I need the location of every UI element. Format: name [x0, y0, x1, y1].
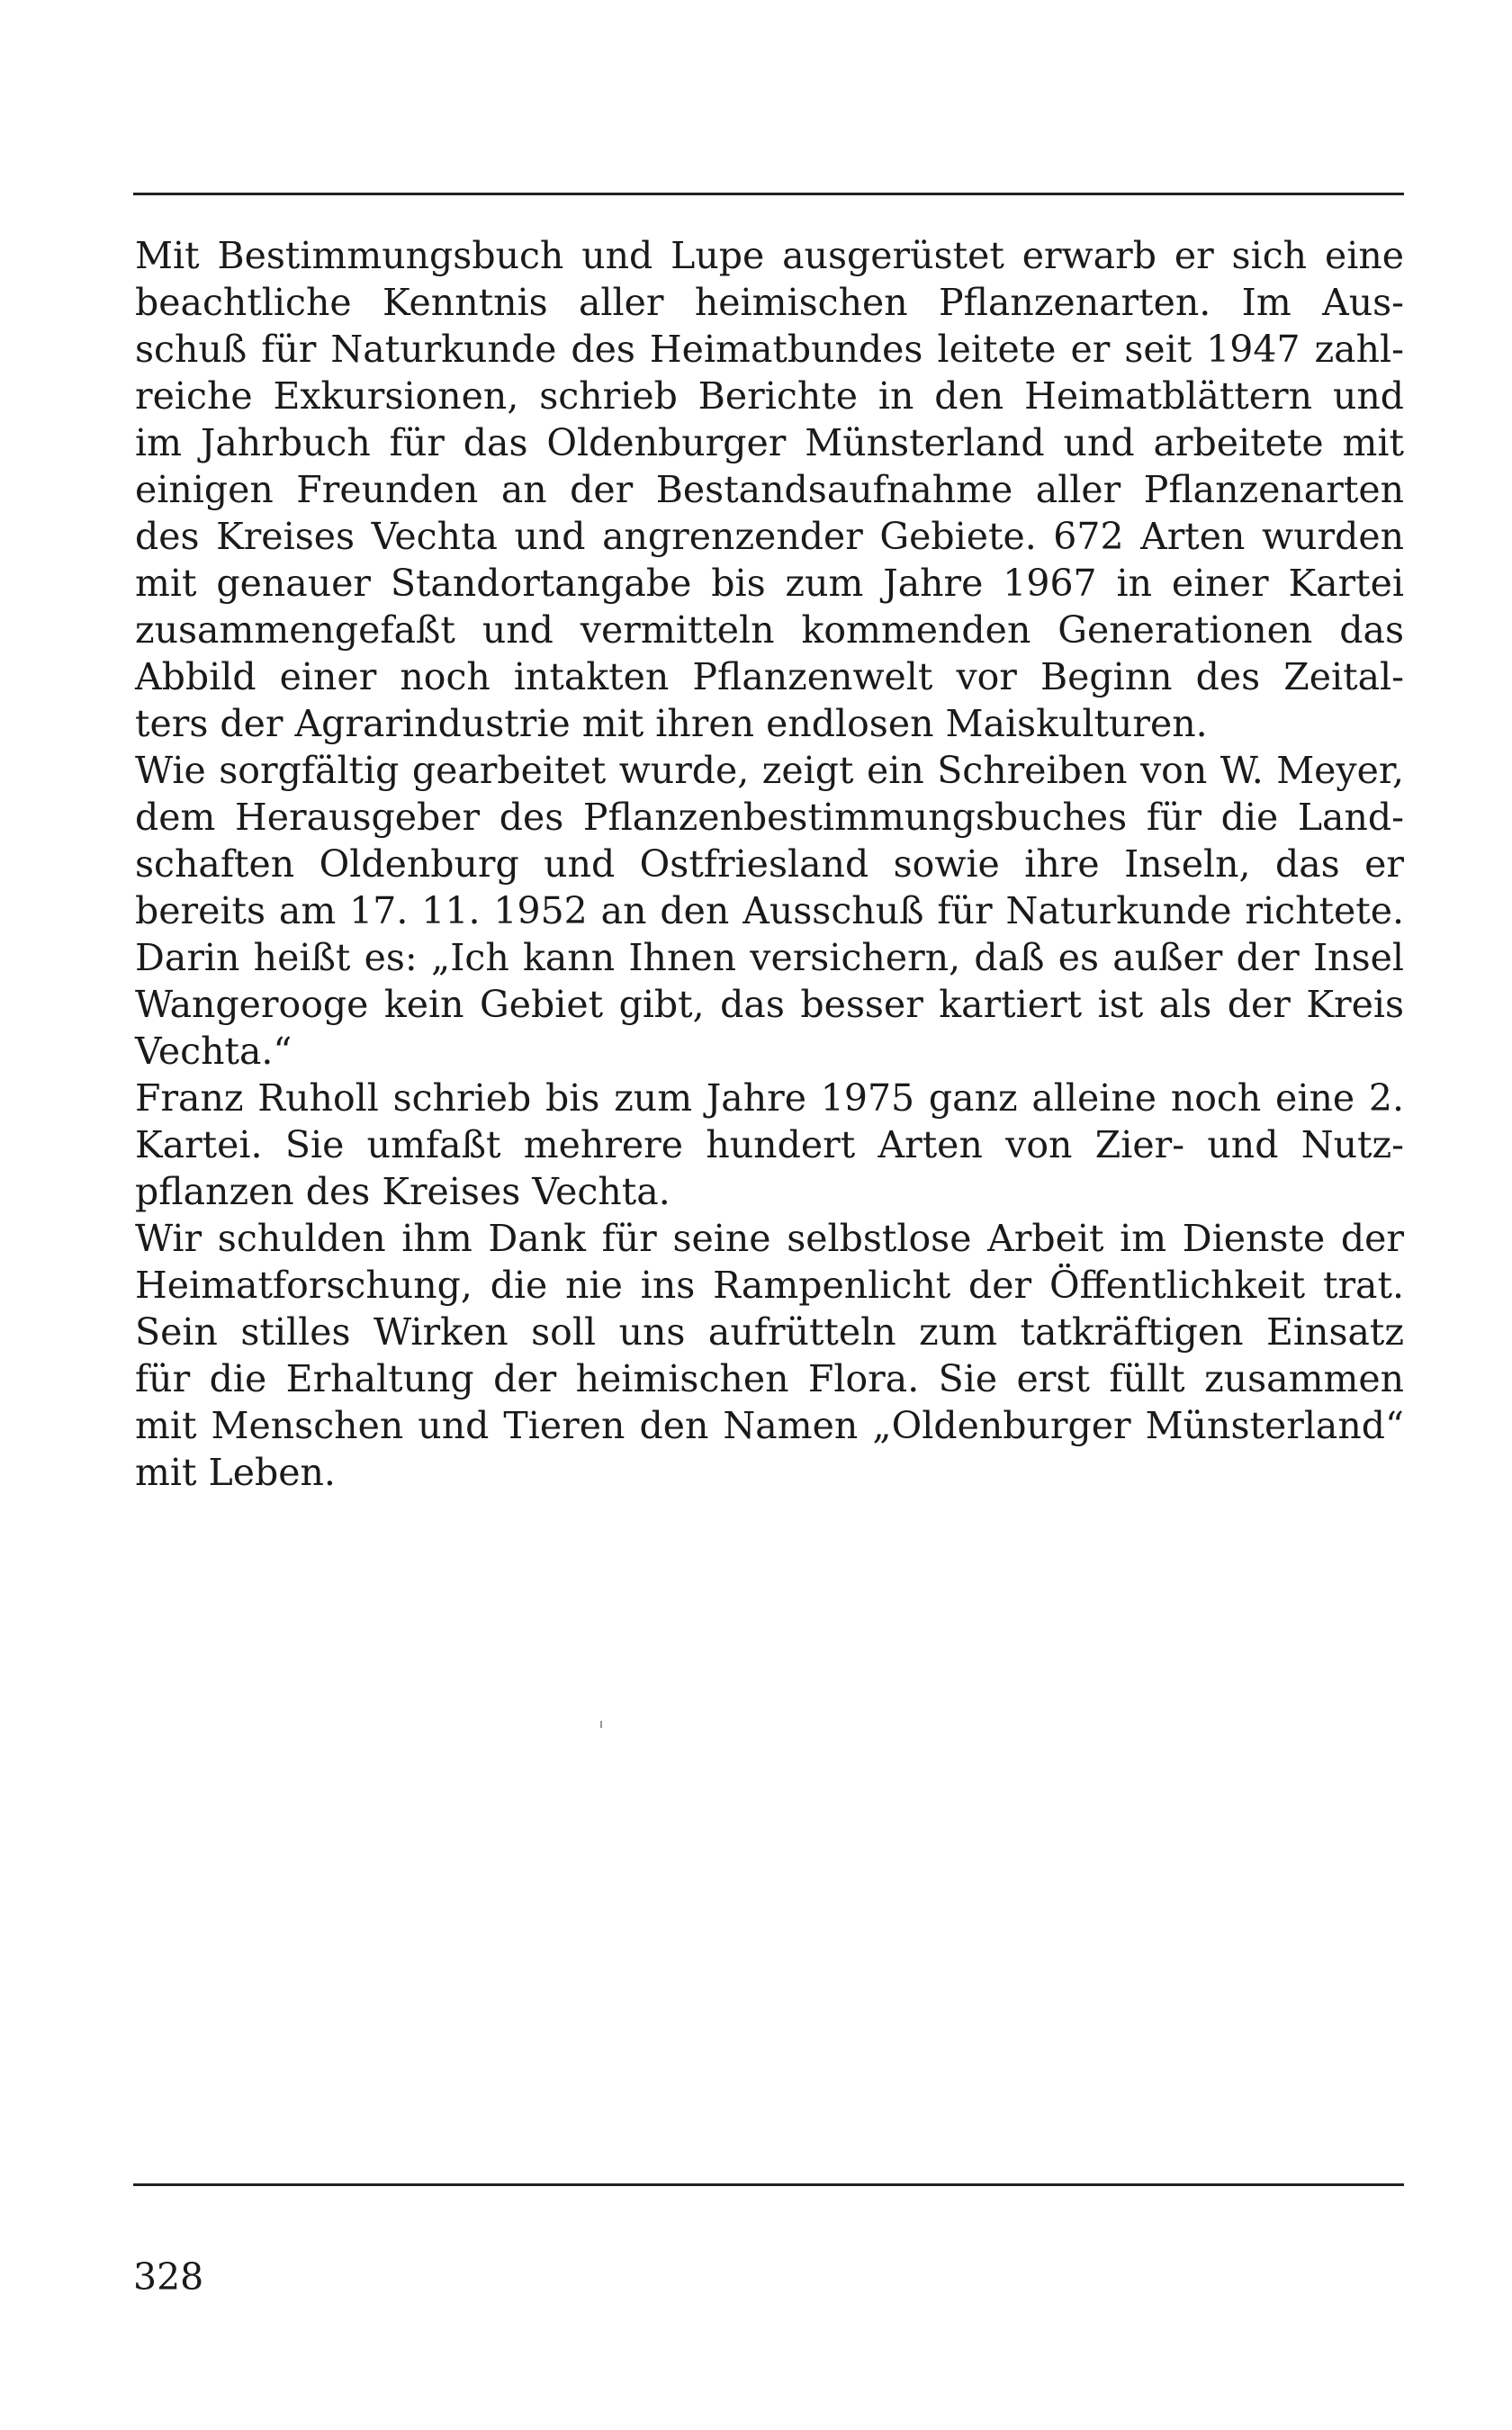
text-line: zusammengefaßt und vermitteln kommenden Generationen das	[135, 608, 1404, 652]
text-line: Kartei. Sie umfaßt mehrere hundert Arten von Zier- und Nutz-	[135, 1123, 1404, 1166]
text-line: pflanzen des Kreises Vechta.	[135, 1170, 670, 1213]
text-line: einigen Freunden an der Bestandsaufnahme aller Pflanzenarten	[135, 468, 1404, 511]
text-line: Franz Ruholl schrieb bis zum Jahre 1975 ganz alleine noch eine 2.	[135, 1076, 1404, 1120]
paragraph	[135, 232, 1404, 747]
text-line: Wangerooge kein Gebiet gibt, das besser kartiert ist als der Kreis	[135, 983, 1404, 1026]
text-line: mit Leben.	[135, 1451, 336, 1494]
text-line: für die Erhaltung der heimischen Flora. Sie erst füllt zusammen	[135, 1357, 1404, 1400]
text-line: dem Herausgeber des Pflanzenbestimmungsbuches für die Land-	[135, 796, 1404, 839]
paragraph	[135, 747, 1404, 1075]
body-text	[135, 232, 1404, 1496]
text-line: Wie sorgfältig gearbeitet wurde, zeigt ein Schreiben von W. Meyer,	[135, 749, 1404, 792]
text-line: des Kreises Vechta und angrenzender Gebiete. 672 Arten wurden	[135, 515, 1404, 558]
text-line: reiche Exkursionen, schrieb Berichte in den Heimatblättern und	[135, 374, 1404, 418]
paragraph	[135, 1215, 1404, 1496]
text-line: Darin heißt es: „Ich kann Ihnen versichern, daß es außer der Insel	[135, 936, 1404, 979]
text-line: Abbild einer noch intakten Pflanzenwelt vor Beginn des Zeital-	[135, 655, 1404, 698]
print-speck	[600, 1721, 602, 1728]
text-line: ters der Agrarindustrie mit ihren endlosen Maiskulturen.	[135, 702, 1208, 745]
text-line: Vechta.“	[135, 1030, 292, 1073]
text-line: bereits am 17. 11. 1952 an den Ausschuß für Naturkunde richtete.	[135, 889, 1404, 932]
text-line: schaften Oldenburg und Ostfriesland sowie ihre Inseln, das er	[135, 842, 1404, 886]
text-line: im Jahrbuch für das Oldenburger Münsterland und arbeitete mit	[135, 421, 1404, 464]
bottom-rule	[133, 2183, 1404, 2186]
text-line: Wir schulden ihm Dank für seine selbstlose Arbeit im Dienste der	[135, 1217, 1404, 1260]
text-line: beachtliche Kenntnis aller heimischen Pflanzenarten. Im Aus-	[135, 281, 1404, 324]
page-number: 328	[133, 2255, 204, 2299]
top-rule	[133, 193, 1404, 195]
text-line: mit genauer Standortangabe bis zum Jahre 1967 in einer Kartei	[135, 562, 1404, 605]
paragraph	[135, 1075, 1404, 1215]
text-line: Sein stilles Wirken soll uns aufrütteln zum tatkräftigen Einsatz	[135, 1310, 1404, 1354]
text-line: Heimatforschung, die nie ins Rampenlicht der Öffentlichkeit trat.	[135, 1264, 1404, 1307]
text-line: mit Menschen und Tieren den Namen „Oldenburger Münsterland“	[135, 1404, 1404, 1447]
text-line: Mit Bestimmungsbuch und Lupe ausgerüstet erwarb er sich eine	[135, 234, 1404, 277]
text-line: schuß für Naturkunde des Heimatbundes leitete er seit 1947 zahl-	[135, 328, 1404, 371]
